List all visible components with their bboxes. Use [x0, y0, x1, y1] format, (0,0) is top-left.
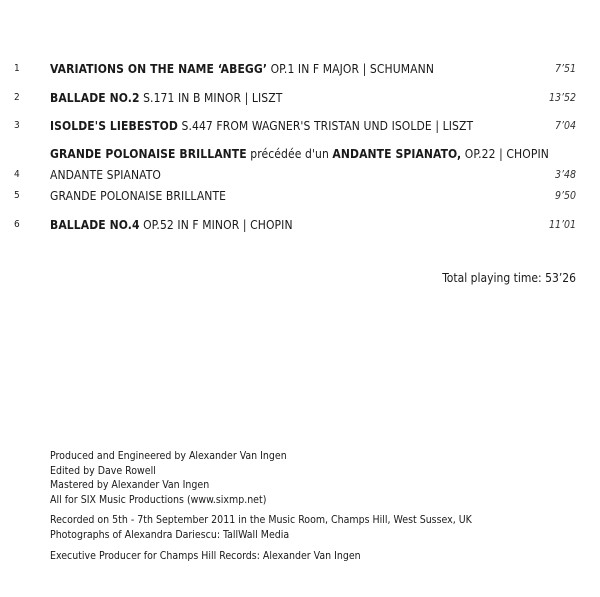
track-time: 13’52 [548, 92, 576, 104]
track-number: 1 [14, 63, 20, 74]
track-time: 7’51 [554, 63, 576, 75]
total-playing-time: Total playing time: 53’26 [442, 271, 576, 285]
track-number: 2 [14, 92, 20, 103]
credit-edited: Edited by Dave Rowell [50, 464, 156, 477]
track-title-rest: S.171 IN B MINOR | LISZT [139, 91, 283, 105]
track-time: 9’50 [554, 190, 576, 202]
track-row-1 [0, 60, 600, 78]
track-title-rest: S.447 FROM WAGNER'S TRISTAN UND ISOLDE | LISZT [177, 119, 474, 133]
track-title [50, 117, 473, 135]
track-title: GRANDE POLONAISE BRILLANTE [50, 189, 227, 203]
credit-recorded: Recorded on 5th - 7th September 2011 in the Music Room, Champs Hill, West Sussex, UK [50, 514, 472, 527]
track-row-6 [0, 216, 600, 234]
track-time: 3’48 [554, 169, 576, 181]
track-title [50, 216, 293, 234]
track-number: 6 [14, 219, 20, 230]
track-title-bold: VARIATIONS ON THE NAME ‘ABEGG’ [50, 62, 268, 76]
track-title-rest: OP.1 IN F MAJOR | SCHUMANN [267, 62, 434, 76]
work-title-bold: GRANDE POLONAISE BRILLANTE [50, 147, 247, 161]
credit-executive: Executive Producer for Champs Hill Records: Alexander Van Ingen [50, 549, 361, 562]
track-number: 4 [14, 169, 20, 180]
track-row-3 [0, 117, 600, 135]
track-title-bold: BALLADE NO.2 [50, 91, 140, 105]
credit-mastered: Mastered by Alexander Van Ingen [50, 479, 210, 492]
track-title-bold: BALLADE NO.4 [50, 218, 140, 232]
credit-produced: Produced and Engineered by Alexander Van Ingen [50, 450, 287, 462]
track-time: 11’01 [548, 219, 576, 231]
work-group-title [50, 145, 549, 163]
credit-label: All for SIX Music Productions (www.sixmp.net) [50, 493, 267, 506]
track-title: ANDANTE SPIANATO [50, 168, 162, 182]
track-row-5 [0, 187, 600, 205]
credit-photos: Photographs of Alexandra Dariescu: TallWall Media [50, 528, 290, 541]
track-title-rest: OP.52 IN F MINOR | CHOPIN [139, 218, 293, 232]
work-title-bold-2: ANDANTE SPIANATO, [332, 147, 462, 161]
work-title-mid: précédée d'un [246, 147, 333, 161]
track-number: 5 [14, 190, 20, 201]
track-title [50, 60, 434, 78]
work-title-rest: OP.22 | CHOPIN [461, 147, 549, 161]
track-time: 7’04 [554, 120, 576, 132]
track-row-4 [0, 166, 600, 184]
track-row-2 [0, 89, 600, 107]
credits-block [50, 449, 472, 563]
track-number: 3 [14, 120, 20, 131]
track-title [50, 89, 282, 107]
work-group-heading [0, 145, 600, 163]
track-title-bold: ISOLDE'S LIEBESTOD [50, 119, 178, 133]
